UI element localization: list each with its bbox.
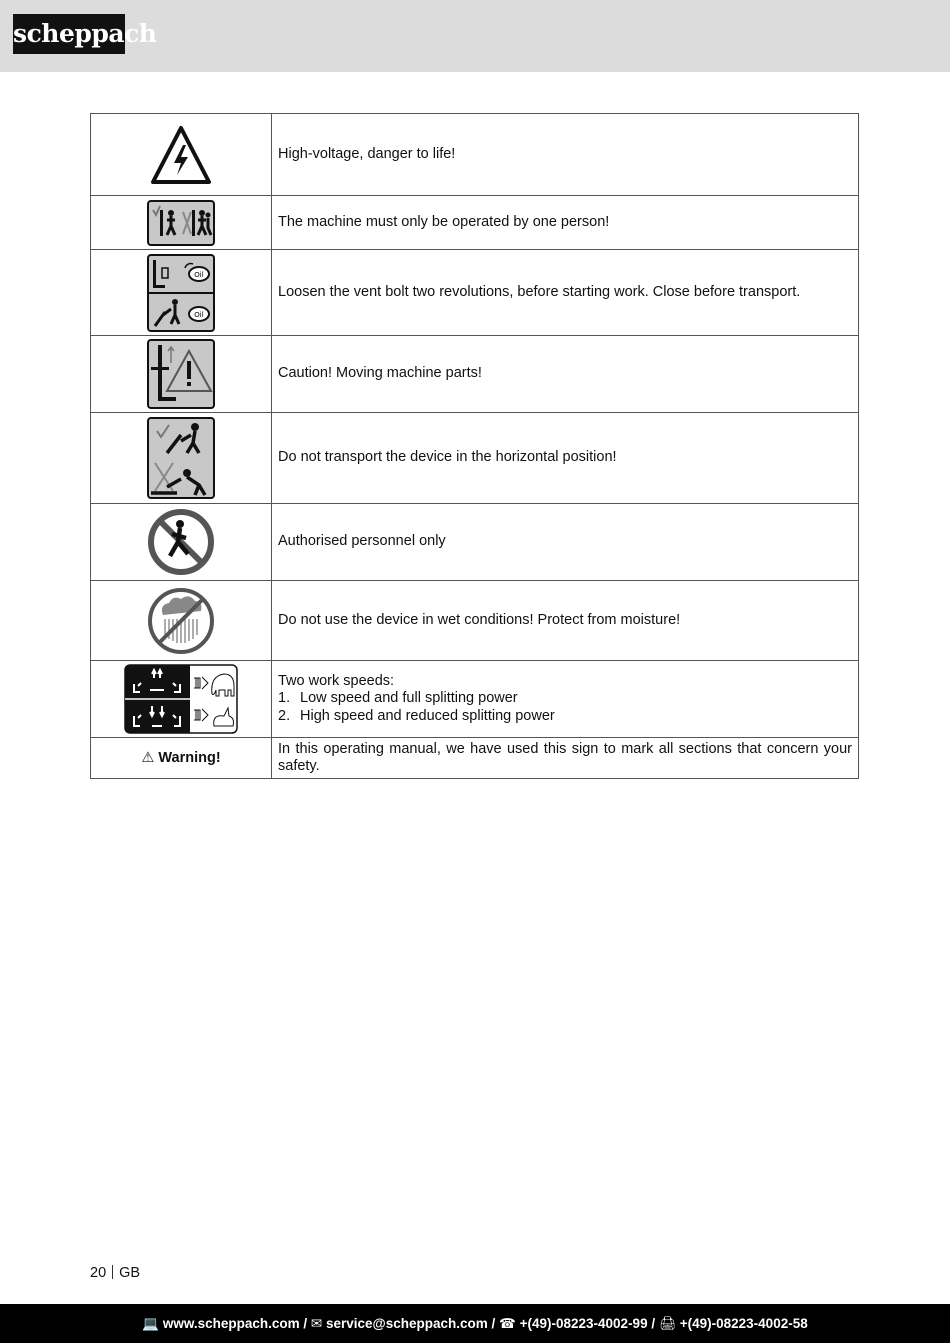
high-voltage-warning-icon	[150, 125, 212, 185]
warning-triangle-icon: ⚠	[141, 750, 155, 766]
page-header	[0, 0, 950, 72]
fax-number: +(49)-08223-4002-58	[679, 1316, 808, 1331]
list-item: 1. Low speed and full splitting power	[278, 690, 518, 707]
table-row	[91, 250, 859, 336]
list-item: 2. High speed and reduced splitting power	[278, 707, 555, 724]
moving-parts-caution-icon	[147, 339, 215, 409]
table-row	[91, 196, 859, 250]
symbol-description: Caution! Moving machine parts!	[272, 336, 859, 413]
vent-bolt-icon	[147, 254, 215, 332]
no-wet-conditions-icon	[147, 587, 215, 655]
one-person-operation-icon	[147, 200, 215, 246]
table-row	[91, 504, 859, 581]
svg-text:Oil: Oil	[194, 270, 204, 279]
scheppach-logo: scheppach	[13, 14, 125, 54]
symbol-description: Authorised personnel only	[272, 504, 859, 581]
symbol-description: Loosen the vent bolt two revolutions, before starting work. Close before transport.	[272, 250, 859, 336]
page-footer: 💻 www.scheppach.com / ✉ service@scheppach.com / ☎ +(49)-08223-4002-99 / 🖨 +(49)-08223-4002-58	[0, 1304, 950, 1343]
speeds-heading: Two work speeds:	[278, 672, 395, 689]
table-row	[91, 581, 859, 661]
authorised-personnel-only-icon	[147, 508, 215, 576]
phone-number: +(49)-08223-4002-99	[519, 1316, 648, 1331]
mail-icon: ✉	[310, 1316, 323, 1331]
table-row	[91, 114, 859, 196]
page-number: 20 GB	[90, 1265, 141, 1281]
table-row	[91, 661, 859, 738]
symbol-description: High-voltage, danger to life!	[272, 114, 859, 196]
warning-description: In this operating manual, we have used this sign to mark all sections that concern your safety.	[272, 738, 859, 779]
phone-icon: ☎	[499, 1316, 516, 1331]
svg-text:Oil: Oil	[194, 310, 204, 319]
fax-icon: 🖨	[658, 1316, 676, 1331]
symbol-description: The machine must only be operated by one person!	[272, 196, 859, 250]
website-link[interactable]: www.scheppach.com	[162, 1316, 300, 1331]
table-row	[91, 336, 859, 413]
computer-icon: 💻	[142, 1316, 160, 1331]
symbol-description: Do not transport the device in the horizontal position!	[272, 413, 859, 504]
table-row	[91, 413, 859, 504]
table-row	[91, 738, 859, 779]
no-horizontal-transport-icon	[147, 417, 215, 499]
email-link[interactable]: service@scheppach.com	[326, 1316, 488, 1331]
symbol-description: Do not use the device in wet conditions! Protect from moisture!	[272, 581, 859, 661]
warning-label: Warning!	[158, 750, 221, 766]
work-speeds-icon	[124, 664, 238, 734]
safety-symbols-table	[90, 113, 859, 779]
